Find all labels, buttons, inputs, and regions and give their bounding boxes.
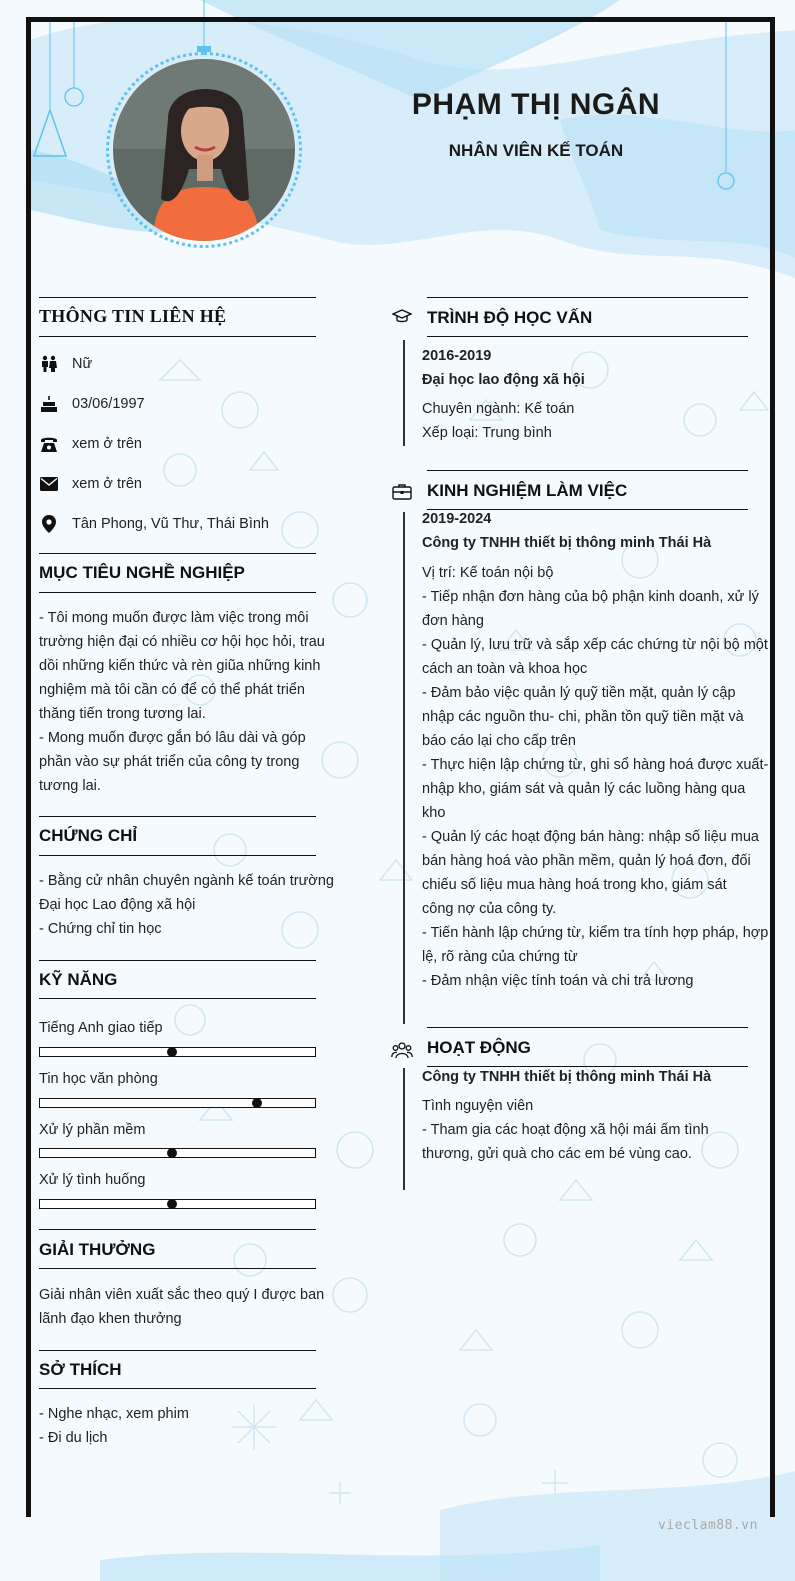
education-section-title: TRÌNH ĐỘ HỌC VẤN: [427, 308, 593, 327]
experience-details: Vị trí: Kế toán nội bộ - Tiếp nhận đơn hàng của bộ phận kinh doanh, xử lý đơn hàng - Quản lý, lưu trữ và sắp xếp các chứng từ nội bộ một cách an toàn và khoa học - Đảm bảo việc quản lý quỹ tiền mặt, quản lý cập nhập các nguồn thu- chi, phần tồn quỹ tiền mặt và báo cáo lại cho cấp trên - Thực hiện lập chứng từ, ghi sổ hàng hoá được xuất- nhập kho, giám sát và quản lý các luồng hàng qua kho - Quản lý các hoạt động bán hàng: nhập số liệu mua bán hàng hoá vào phần mềm, quản lý hoá đơn, đối chiếu số liệu mua hàng hoá trong kho, giám sát công nợ của công ty. - Tiến hành lập chứng từ, kiểm tra tính hợp pháp, hợp lệ, rõ ràng của chứng từ - Đảm nhận việc tính toán và chi trả lương: [422, 565, 769, 989]
watermark: vieclam88.vn: [658, 1518, 758, 1533]
skill-level-marker[interactable]: [167, 1199, 177, 1209]
divider: [427, 470, 748, 471]
contact-section-title: THÔNG TIN LIÊN HỆ: [39, 306, 227, 326]
experience-company: Công ty TNHH thiết bị thông minh Thái Hà: [422, 535, 712, 551]
contact-gender-value: Nữ: [72, 356, 93, 372]
location-pin-icon: [39, 514, 59, 534]
contact-gender: [39, 352, 319, 376]
divider: [39, 1229, 316, 1230]
divider: [39, 297, 316, 298]
timeline-line: [403, 512, 405, 1024]
avatar: [106, 52, 302, 248]
frame-left-border: [26, 17, 31, 1517]
objective-text: - Tôi mong muốn được làm việc trong môi trường hiện đại có nhiều cơ hội học hỏi, trau dồi những kiến thức và rèn giũa những kinh nghiệm mà tôi cần có để có thể phát triển thăng tiến trong tương lai. - Mong muốn được gắn bó lâu dài và góp phần vào sự phát triển của công ty trong tương lai.: [39, 610, 325, 794]
contact-birthday: [39, 392, 319, 416]
skill-level-bar: [39, 1148, 316, 1158]
candidate-name: PHẠM THỊ NGÂN: [411, 88, 661, 121]
activities-section-title: HOẠT ĐỘNG: [427, 1038, 531, 1057]
hobbies-text: - Nghe nhạc, xem phim - Đi du lịch: [39, 1406, 189, 1446]
divider: [39, 960, 316, 961]
skill-label: Tin học văn phòng: [39, 1071, 158, 1087]
birthday-cake-icon: [39, 394, 59, 414]
divider: [427, 297, 748, 298]
divider: [39, 855, 316, 856]
objective-section-title: MỤC TIÊU NGHỀ NGHIỆP: [39, 563, 245, 582]
job-title: NHÂN VIÊN KẾ TOÁN: [448, 141, 624, 160]
contact-phone-value[interactable]: xem ở trên: [72, 436, 142, 452]
skill-label: Xử lý tình huống: [39, 1172, 146, 1188]
contact-birthday-value: 03/06/1997: [72, 396, 145, 412]
experience-section-title: KINH NGHIỆM LÀM VIỆC: [427, 481, 628, 500]
experience-period: 2019-2024: [422, 511, 492, 527]
phone-icon: [39, 434, 59, 454]
portrait-photo: [113, 59, 295, 241]
gender-icon: [39, 354, 59, 374]
divider: [39, 998, 316, 999]
group-people-icon: [391, 1039, 413, 1061]
contact-email: [39, 472, 319, 496]
skill-level-bar: [39, 1199, 316, 1209]
timeline-line: [403, 340, 405, 446]
education-school: Đại học lao động xã hội: [422, 372, 585, 388]
frame-top-border: [26, 17, 775, 22]
hobbies-section-title: SỞ THÍCH: [39, 1360, 122, 1379]
contact-email-value[interactable]: xem ở trên: [72, 476, 142, 492]
awards-text: Giải nhân viên xuất sắc theo quý I được ban lãnh đạo khen thưởng: [39, 1287, 325, 1327]
frame-right-border: [770, 17, 775, 1517]
certificates-text: - Bằng cử nhân chuyên ngành kế toán trường Đại học Lao động xã hội - Chứng chỉ tin học: [39, 873, 334, 937]
certificates-section-title: CHỨNG CHỈ: [39, 826, 138, 845]
skill-level-bar: [39, 1047, 316, 1057]
email-icon: [39, 474, 59, 494]
divider: [39, 1268, 316, 1269]
skill-level-bar: [39, 1098, 316, 1108]
skill-level-marker[interactable]: [252, 1098, 262, 1108]
divider: [39, 592, 316, 593]
skill-label: Tiếng Anh giao tiếp: [39, 1020, 163, 1036]
divider: [39, 553, 316, 554]
divider: [39, 816, 316, 817]
divider: [39, 1350, 316, 1351]
activities-details: Tình nguyện viên - Tham gia các hoạt động xã hội mái ấm tình thương, gửi quà cho các em bé vùng cao.: [422, 1098, 709, 1162]
contact-address-value: Tân Phong, Vũ Thư, Thái Bình: [72, 516, 269, 532]
divider: [427, 336, 748, 337]
divider: [39, 336, 316, 337]
contact-address: [39, 512, 319, 536]
awards-section-title: GIẢI THƯỞNG: [39, 1240, 156, 1259]
skill-label: Xử lý phần mềm: [39, 1122, 146, 1138]
divider: [39, 1388, 316, 1389]
timeline-line: [403, 1068, 405, 1190]
education-details: Chuyên ngành: Kế toán Xếp loại: Trung bình: [422, 401, 575, 441]
briefcase-icon: [391, 480, 413, 502]
contact-phone: [39, 432, 319, 456]
skill-level-marker[interactable]: [167, 1047, 177, 1057]
skills-section-title: KỸ NĂNG: [39, 970, 118, 989]
activities-company: Công ty TNHH thiết bị thông minh Thái Hà: [422, 1069, 712, 1085]
skill-level-marker[interactable]: [167, 1148, 177, 1158]
divider: [427, 1027, 748, 1028]
education-period: 2016-2019: [422, 348, 492, 364]
graduation-cap-icon: [391, 306, 413, 328]
